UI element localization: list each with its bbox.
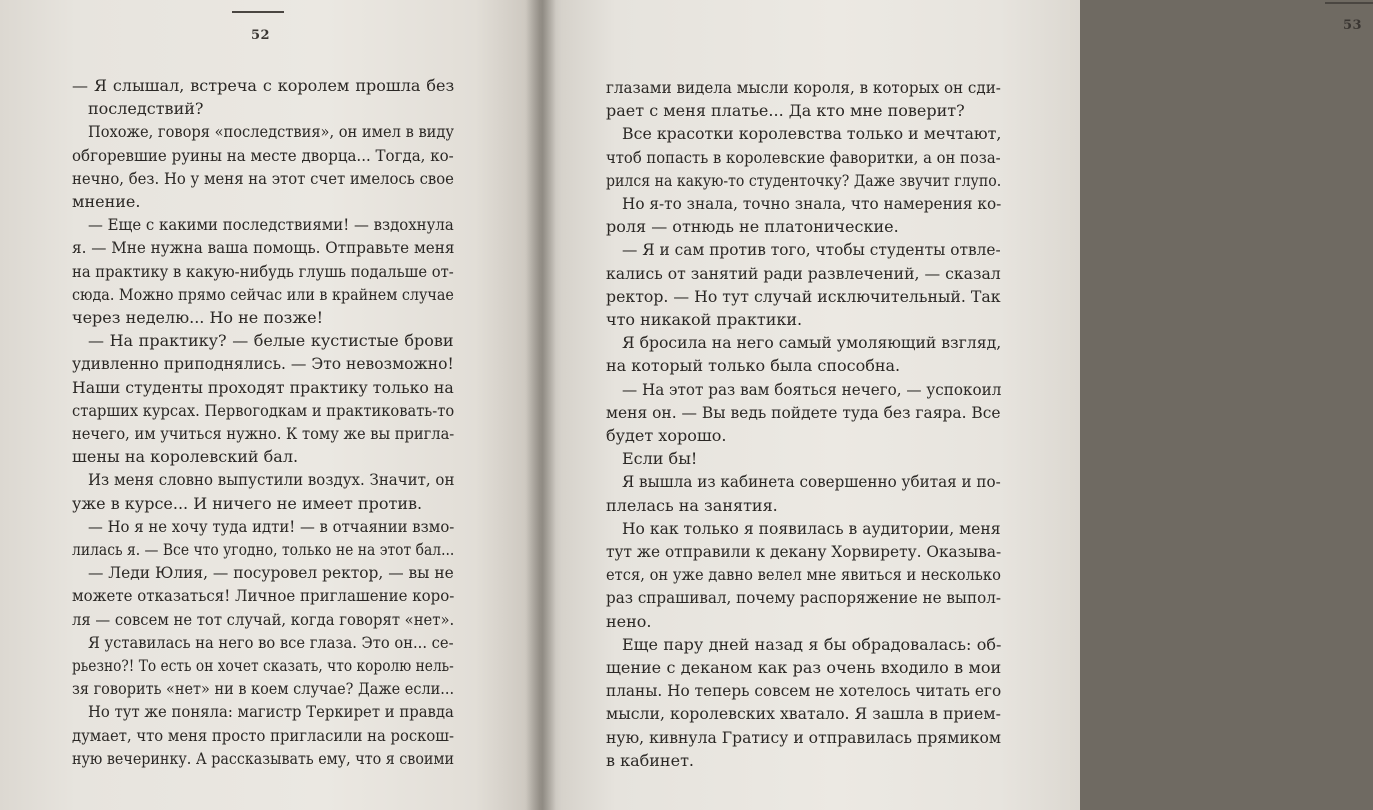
text-line: рьезно?! То есть он хочет сказать, что королю нель- (72, 656, 454, 675)
text-line: тут же отправили к декану Хорвирету. Оказыва- (606, 542, 1002, 561)
text-line: — Я и сам против того, чтобы студенты отвле- (622, 240, 1001, 260)
text-line: — На практику? — белые кустистые брови (88, 331, 454, 351)
text-line: обгоревшие руины на месте дворца... Тогда, ко- (72, 145, 454, 165)
text-line: шены на королевский бал. (72, 447, 299, 467)
text-line: зя говорить «нет» ни в коем случае? Даже если... (72, 679, 455, 699)
text-line: ную вечеринку. А рассказывать ему, что я своими (72, 748, 455, 768)
header-rule-left (232, 11, 284, 13)
text-line: рает с меня платье... Да кто мне поверит? (606, 101, 965, 121)
text-line: старших курсах. Первогодкам и практиковать-то (72, 400, 455, 420)
text-line: нечно, без. Но у меня на этот счет имелось свое (72, 168, 454, 188)
text-line: Из меня словно выпустили воздух. Значит, он (88, 470, 455, 490)
text-line: планы. Но теперь совсем не хотелось читать его (606, 681, 1002, 701)
text-line: в кабинет. (606, 750, 694, 770)
text-line: уже в курсе... И ничего не имеет против. (72, 493, 423, 513)
text-line: что никакой практики. (606, 310, 803, 329)
text-line: лилась я. — Все что угодно, только не на этот бал... (72, 540, 455, 559)
text-line: ля — совсем не тот случай, когда говорят «нет». (72, 609, 455, 629)
text-line: ректор. — Но тут случай исключительный. Так (606, 286, 1001, 306)
text-line: нечего, им учиться нужно. К тому же вы пригла- (72, 424, 455, 443)
left-page (0, 0, 540, 810)
text-line: удивленно приподнялись. — Это невозможно! (72, 354, 454, 374)
text-line: Но как только я появилась в аудитории, меня (622, 518, 1001, 538)
text-line: Но тут же поняла: магистр Теркирет и правда (88, 702, 454, 722)
text-line: нено. (606, 611, 652, 631)
text-line: Похоже, говоря «последствия», он имел в виду (88, 122, 454, 142)
text-line: последствий? (88, 99, 204, 119)
text-line: на практику в какую-нибудь глушь подальше от- (72, 261, 454, 281)
text-line: Еще пару дней назад я бы обрадовалась: об- (622, 634, 1002, 654)
text-line: Я бросила на него самый умоляющий взгляд, (622, 333, 1002, 353)
page-number-left: 52 (251, 28, 271, 43)
text-line: мнение. (72, 192, 141, 211)
text-line: ную, кивнула Гратису и отправилась прямиком (606, 727, 1002, 747)
text-line: сюда. Можно прямо сейчас или в крайнем случае (72, 284, 454, 304)
text-line: чтоб попасть в королевские фаворитки, а он поза- (606, 147, 1001, 167)
text-line: плелась на занятия. (606, 495, 778, 515)
text-line: будет хорошо. (606, 426, 727, 445)
text-line: раз спрашивал, почему распоряжение не выпол- (606, 588, 1001, 608)
text-line: — Еще с какими последствиями! — вздохнула (88, 215, 454, 235)
text-line: Я уставилась на него во все глаза. Это он... се- (88, 632, 454, 652)
text-line: Я вышла из кабинета совершенно убитая и по- (622, 472, 1001, 492)
text-line: Все красотки королевства только и мечтают, (622, 124, 1002, 144)
text-line: — Я слышал, встреча с королем прошла без (72, 76, 455, 95)
text-line: можете отказаться! Личное приглашение коро- (72, 586, 455, 606)
text-line: через неделю... Но не позже! (72, 308, 323, 327)
text-line: я. — Мне нужна ваша помощь. Отправьте меня (72, 238, 455, 258)
text-line: Если бы! (622, 449, 698, 469)
right-page (540, 0, 1363, 810)
text-line: на который только была способна. (606, 356, 901, 376)
text-line: щение с деканом как раз очень входило в мои (606, 658, 1002, 677)
text-line: кались от занятий ради развлечений, — сказал (606, 263, 1001, 283)
text-line: — Леди Юлия, — посуровел ректор, — вы не (88, 563, 454, 583)
text-line: глазами видела мысли короля, в которых он сди- (606, 78, 1001, 97)
text-line: — Но я не хочу туда идти! — в отчаянии взмо- (88, 516, 455, 536)
text-line: думает, что меня просто пригласили на роскош- (72, 725, 454, 745)
text-line: ется, он уже давно велел мне явиться и несколько (606, 565, 1001, 585)
header-rule-right (1325, 2, 1373, 4)
page-number-right: 53 (1343, 18, 1363, 33)
text-line: роля — отнюдь не платонические. (606, 217, 899, 237)
text-line: мысли, королевских хватало. Я зашла в прием- (606, 704, 1001, 724)
text-line: Наши студенты проходят практику только на (72, 377, 454, 397)
text-line: Но я-то знала, точно знала, что намерения ко- (622, 194, 1002, 213)
text-line: меня он. — Вы ведь пойдете туда без гаяра. Все (606, 402, 1001, 422)
text-line: рился на какую-то студенточку? Даже звучит глупо. (606, 170, 1002, 190)
text-line: — На этот раз вам бояться нечего, — успокоил (622, 379, 1002, 399)
